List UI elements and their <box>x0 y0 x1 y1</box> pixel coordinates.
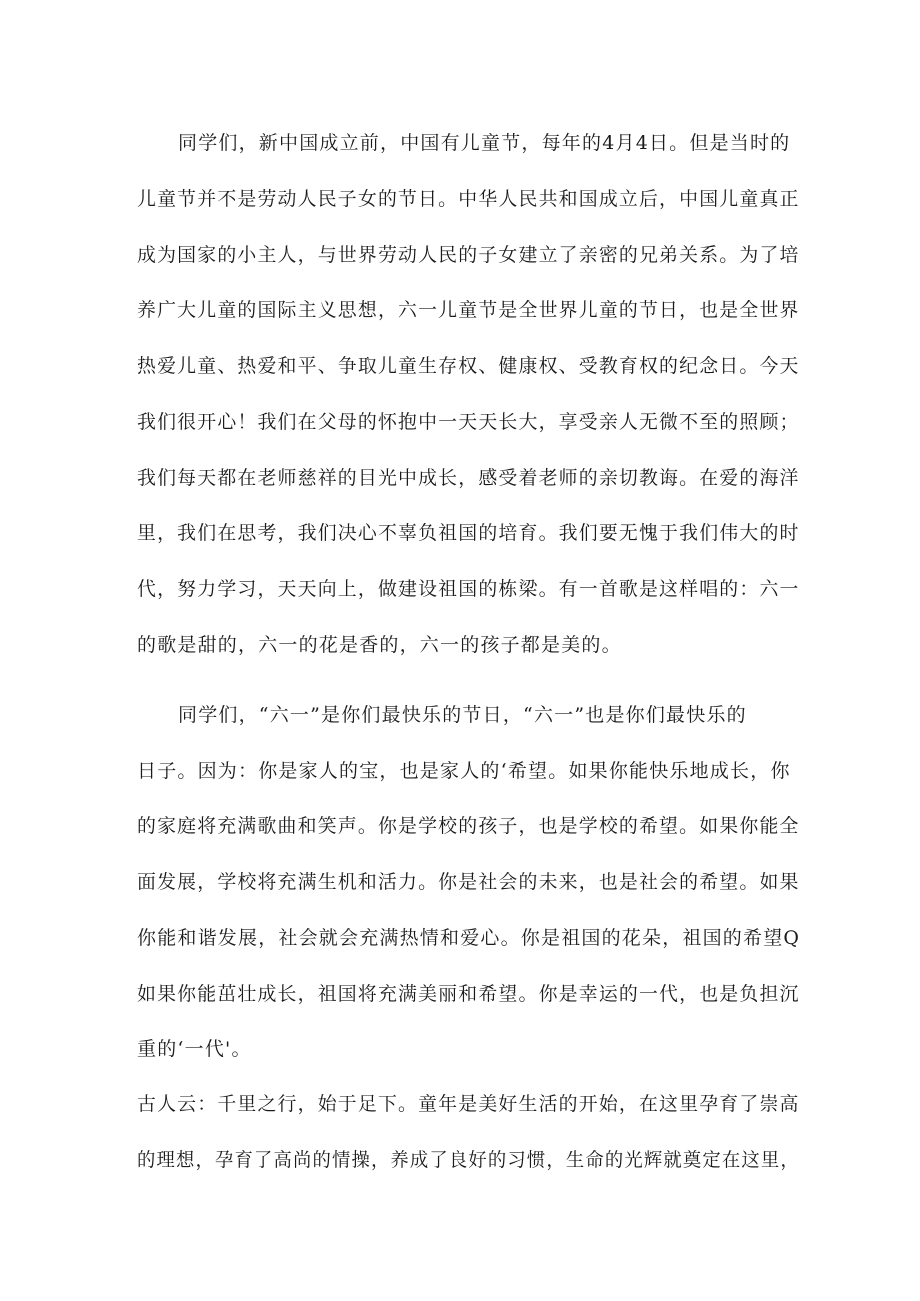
paragraph-1-line-1: 同学们，新中国成立前，中国有儿童节，每年的4月4日。但是当时的 <box>178 132 791 154</box>
paragraph-2-line-5: 你能和谐发展，社会就会充满热情和爱心。你是祖国的花朵，祖国的希望Q <box>137 927 801 949</box>
paragraph-1-line-4: 养广大儿童的国际主义思想，六一儿童节是全世界儿童的节日，也是全世界 <box>137 299 800 321</box>
paragraph-1-line-10: 的歌是甜的，六一的花是香的，六一的孩子都是美的。 <box>137 634 622 656</box>
paragraph-3-line-1: 古人云：千里之行，始于足下。童年是美好生活的开始，在这里孕育了崇高 <box>137 1093 800 1115</box>
paragraph-2-line-7: 重的‘一代'。 <box>137 1038 252 1060</box>
paragraph-2-line-4: 面发展，学校将充满生机和活力。你是社会的未来，也是社会的希望。如果 <box>137 871 800 893</box>
paragraph-1-line-5: 热爱儿童、热爱和平、争取儿童生存权、健康权、受教育权的纪念日。今天 <box>137 355 800 377</box>
paragraph-2-line-1: 同学们，“六一”是你们最快乐的节日，“六一”也是你们最快乐的 <box>178 704 747 726</box>
paragraph-1-line-3: 成为国家的小主人，与世界劳动人民的子女建立了亲密的兄弟关系。为了培 <box>137 244 800 266</box>
paragraph-1-line-7: 我们每天都在老师慈祥的目光中成长，感受着老师的亲切教诲。在爱的海洋 <box>137 467 800 489</box>
paragraph-2-line-2: 日子。因为：你是家人的宝，也是家人的‘希望。如果你能快乐地成长，你 <box>137 760 791 782</box>
paragraph-2-line-3: 的家庭将充满歌曲和笑声。你是学校的孩子，也是学校的希望。如果你能全 <box>137 815 800 837</box>
paragraph-3-line-2: 的理想，孕育了高尚的情操，养成了良好的习惯，生命的光辉就奠定在这里， <box>137 1149 800 1171</box>
paragraph-1-line-2: 儿童节并不是劳动人民子女的节日。中华人民共和国成立后，中国儿童真正 <box>137 188 800 210</box>
paragraph-1-line-6: 我们很开心！我们在父母的怀抱中一天天长大，享受亲人无微不至的照顾； <box>137 411 800 433</box>
paragraph-1-line-9: 代，努力学习，天天向上，做建设祖国的栋梁。有一首歌是这样唱的：六一 <box>137 578 800 600</box>
paragraph-2-line-6: 如果你能茁壮成长，祖国将充满美丽和希望。你是幸运的一代，也是负担沉 <box>137 983 800 1005</box>
paragraph-1-line-8: 里，我们在思考，我们决心不辜负祖国的培育。我们要无愧于我们伟大的时 <box>137 522 800 544</box>
